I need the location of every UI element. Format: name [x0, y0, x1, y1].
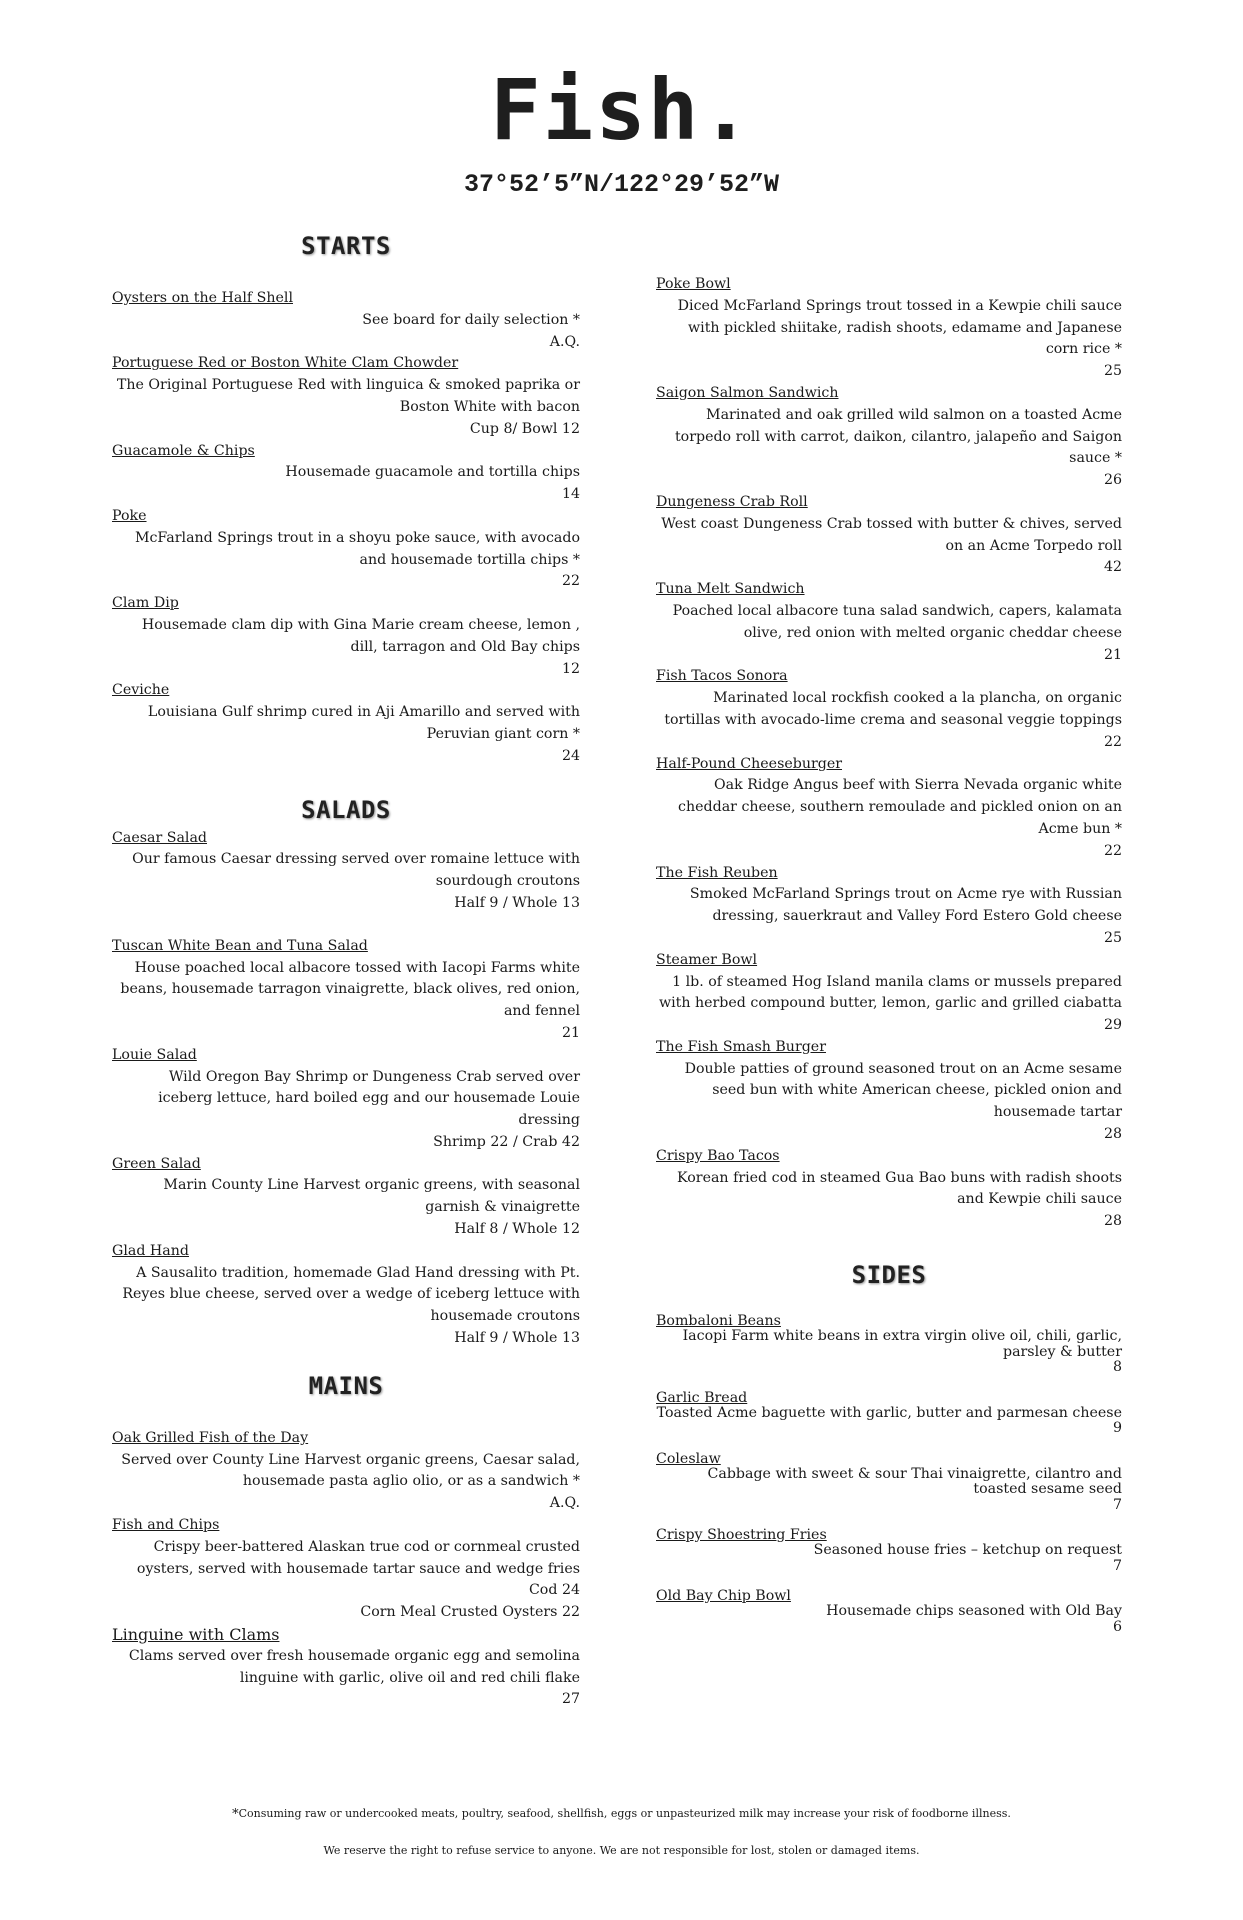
item-description: Toasted Acme baguette with garlic, butter and parmesan cheese: [656, 1404, 1122, 1421]
item-description: Cabbage with sweet & sour Thai vinaigrette, cilantro and toasted sesame seed: [707, 1465, 1122, 1498]
item-description: Served over County Line Harvest organic greens, Caesar salad, housemade pasta aglio olio, or as a sandwich *: [121, 1451, 580, 1490]
menu-item-steamer-bowl: [656, 950, 1122, 1037]
asterisk: *: [232, 1807, 239, 1822]
item-description: Double patties of ground seasoned trout on an Acme sesame seed bun with white American cheese, pickled onion and housemade tartar: [684, 1060, 1122, 1121]
menu-item-tuna-melt: [656, 579, 1122, 666]
item-price-secondary: Corn Meal Crusted Oysters 22: [360, 1604, 580, 1621]
item-name: Ceviche: [112, 682, 170, 699]
item-description: Our famous Caesar dressing served over romaine lettuce with sourdough croutons: [132, 851, 580, 890]
menu-item-guacamole: [112, 441, 580, 506]
item-name: Linguine with Clams: [112, 1625, 280, 1645]
item-name: Tuna Melt Sandwich: [656, 581, 805, 598]
side-item-garlic-bread: [656, 1390, 1122, 1437]
side-item-bombaloni-beans: [656, 1313, 1122, 1376]
right-column: [656, 274, 1122, 1635]
item-name: The Fish Reuben: [656, 864, 778, 881]
item-name: Bombaloni Beans: [656, 1313, 781, 1330]
menu-item-poke-bowl: [656, 274, 1122, 383]
item-price: 22: [561, 573, 580, 590]
section-heading-starts: STARTS: [301, 232, 391, 260]
item-name: Guacamole & Chips: [112, 442, 255, 459]
item-price: 26: [1103, 472, 1122, 489]
item-description: The Original Portuguese Red with linguica & smoked paprika or Boston White with bacon: [116, 377, 580, 415]
item-price: 9: [1112, 1420, 1122, 1437]
item-description: Seasoned house fries – ketchup on request: [813, 1542, 1122, 1559]
menu-item-tuscan-salad: [112, 936, 580, 1045]
side-item-coleslaw: [656, 1451, 1122, 1514]
item-description: A Sausalito tradition, homemade Glad Hand dressing with Pt. Reyes blue cheese, served over a wedge of iceberg lettuce with housemade croutons: [122, 1264, 580, 1325]
item-price: Half 9 / Whole 13: [454, 1330, 580, 1347]
item-description: Housemade clam dip with Gina Marie cream cheese, lemon , dill, tarragon and Old Bay chips: [141, 616, 580, 655]
health-warning: [0, 1807, 1243, 1822]
sides-list: [656, 1313, 1122, 1635]
item-description: Marin County Line Harvest organic greens, with seasonal garnish & vinaigrette: [163, 1177, 580, 1216]
item-description: Housemade chips seasoned with Old Bay: [826, 1603, 1122, 1620]
menu-item-chowder: [112, 353, 580, 440]
item-price: 7: [1112, 1496, 1122, 1513]
item-name: Crispy Bao Tacos: [656, 1147, 780, 1164]
item-price: 14: [561, 486, 580, 503]
item-name: Portuguese Red or Boston White Clam Chowder: [112, 355, 459, 372]
menu-item-poke: [112, 506, 580, 593]
side-item-shoestring-fries: [656, 1527, 1122, 1574]
item-price: 21: [561, 1024, 580, 1041]
item-name: Steamer Bowl: [656, 951, 758, 968]
menu-item-crab-roll: [656, 492, 1122, 579]
item-name: Poke Bowl: [656, 276, 731, 292]
item-name: Fish Tacos Sonora: [656, 668, 788, 685]
menu-item-saigon-salmon: [656, 383, 1122, 492]
menu-item-bao-tacos: [656, 1146, 1122, 1233]
item-price: 27: [561, 1691, 580, 1708]
item-price: 28: [1103, 1126, 1122, 1143]
menu-item-glad-hand: [112, 1241, 580, 1350]
item-name: Dungeness Crab Roll: [656, 493, 808, 510]
item-price: 8: [1112, 1359, 1122, 1376]
restaurant-title: Fish.: [490, 61, 753, 159]
item-description: 1 lb. of steamed Hog Island manila clams or mussels prepared with herbed compound butter, lemon, garlic and grilled ciabatta: [658, 973, 1122, 1012]
item-price: 12: [561, 660, 580, 677]
menu-item-fish-reuben: [656, 863, 1122, 950]
item-description: See board for daily selection *: [362, 311, 580, 328]
item-name: Tuscan White Bean and Tuna Salad: [112, 937, 368, 954]
item-price: 28: [1103, 1213, 1122, 1230]
item-description: Crispy beer-battered Alaskan true cod or cornmeal crusted oysters, served with housemade tartar sauce and wedge fries: [136, 1538, 580, 1577]
item-price: 42: [1103, 559, 1122, 576]
item-name: Clam Dip: [112, 595, 179, 612]
item-name: Coleslaw: [656, 1450, 721, 1467]
menu-item-fish-tacos: [656, 666, 1122, 753]
item-price: 22: [1103, 842, 1122, 859]
item-price: 24: [561, 747, 580, 764]
menu-item-clam-dip: [112, 593, 580, 680]
item-name: Glad Hand: [112, 1242, 189, 1259]
side-item-old-bay-chips: [656, 1588, 1122, 1635]
item-name: Oak Grilled Fish of the Day: [112, 1429, 309, 1446]
item-name: Saigon Salmon Sandwich: [656, 384, 839, 401]
item-name: Green Salad: [112, 1155, 201, 1172]
item-description: Louisiana Gulf shrimp cured in Aji Amarillo and served with Peruvian giant corn *: [147, 704, 580, 742]
item-name: Old Bay Chip Bowl: [656, 1588, 791, 1605]
menu-item-green-salad: [112, 1154, 580, 1241]
item-price: A.Q.: [549, 333, 580, 350]
item-description: Smoked McFarland Springs trout on Acme rye with Russian dressing, sauerkraut and Valley Ford Estero Gold cheese: [689, 886, 1122, 925]
menu-item-louie-salad: [112, 1045, 580, 1154]
item-name: Louie Salad: [112, 1046, 197, 1063]
section-heading-sides: SIDES: [851, 1261, 927, 1290]
item-description: Clams served over fresh housemade organic egg and semolina linguine with garlic, olive oil and red chili flake: [128, 1647, 580, 1686]
location-coordinates: 37°52’5”N/122°29’52”W: [463, 170, 780, 199]
item-price: Cod 24: [528, 1582, 580, 1599]
item-price: 25: [1103, 929, 1122, 946]
item-price: Half 9 / Whole 13: [454, 894, 580, 911]
left-column: [112, 232, 580, 1711]
service-notice: We reserve the right to refuse service to anyone. We are not responsible for lost, stolen or damaged items.: [323, 1844, 920, 1857]
health-warning-text: Consuming raw or undercooked meats, poultry, seafood, shellfish, eggs or unpasteurized milk may increase your risk of foodborne illness.: [238, 1807, 1011, 1820]
item-name: Poke: [112, 507, 147, 524]
item-price: Cup 8/ Bowl 12: [469, 420, 580, 437]
item-price: 22: [1103, 733, 1122, 750]
item-name: Oysters on the Half Shell: [112, 290, 293, 306]
item-name: Crispy Shoestring Fries: [656, 1527, 827, 1544]
item-price: 29: [1103, 1017, 1122, 1034]
item-description: Marinated local rockfish cooked a la plancha, on organic tortillas with avocado-lime crema and seasonal veggie toppings: [664, 690, 1122, 728]
item-description: McFarland Springs trout in a shoyu poke sauce, with avocado and housemade tortilla chips *: [134, 529, 580, 568]
item-description: Korean fried cod in steamed Gua Bao buns with radish shoots and Kewpie chili sauce: [677, 1169, 1122, 1208]
item-description: Iacopi Farm white beans in extra virgin olive oil, chili, garlic, parsley & butter: [682, 1328, 1122, 1360]
menu-item-smash-burger: [656, 1037, 1122, 1146]
item-price: 25: [1103, 363, 1122, 380]
item-name: The Fish Smash Burger: [656, 1038, 826, 1055]
menu-item-fish-of-the-day: [112, 1428, 580, 1515]
item-description: Diced McFarland Springs trout tossed in a Kewpie chili sauce with pickled shiitake, radish shoots, edamame and Japanese corn rice *: [677, 297, 1122, 358]
item-description: West coast Dungeness Crab tossed with butter & chives, served on an Acme Torpedo roll: [661, 515, 1122, 554]
item-price: 7: [1112, 1557, 1122, 1574]
item-name: Half-Pound Cheeseburger: [656, 755, 843, 772]
item-description: Marinated and oak grilled wild salmon on a toasted Acme torpedo roll with carrot, daikon, cilantro, jalapeño and Saigon sauce *: [674, 406, 1122, 467]
menu-item-ceviche: [112, 680, 580, 767]
item-price: Half 8 / Whole 12: [454, 1221, 580, 1238]
item-description: Housemade guacamole and tortilla chips: [285, 464, 580, 481]
menu-item-caesar-salad: [112, 828, 580, 915]
menu-item-oysters: [112, 288, 580, 353]
item-description: Wild Oregon Bay Shrimp or Dungeness Crab served over iceberg lettuce, hard boiled egg and our housemade Louie dressing: [158, 1068, 580, 1129]
item-price: 21: [1103, 646, 1122, 663]
item-description: House poached local albacore tossed with Iacopi Farms white beans, housemade tarragon vinaigrette, black olives, red onion, and fennel: [120, 959, 580, 1020]
section-heading-salads: SALADS: [301, 795, 391, 824]
item-name: Fish and Chips: [112, 1517, 220, 1534]
item-description: Oak Ridge Angus beef with Sierra Nevada organic white cheddar cheese, southern remoulade and pickled onion on an Acme bun *: [678, 777, 1122, 837]
menu-item-fish-and-chips: [112, 1515, 580, 1624]
item-description: Poached local albacore tuna salad sandwich, capers, kalamata olive, red onion with melted organic cheddar cheese: [672, 602, 1122, 641]
menu-item-cheeseburger: [656, 754, 1122, 863]
item-price: A.Q.: [549, 1495, 580, 1512]
section-heading-mains: MAINS: [308, 1371, 384, 1400]
item-price: 6: [1112, 1618, 1122, 1635]
item-price: Shrimp 22 / Crab 42: [433, 1133, 580, 1150]
menu-item-linguine: [112, 1624, 580, 1711]
item-name: Garlic Bread: [656, 1389, 748, 1406]
item-name: Caesar Salad: [112, 829, 207, 846]
